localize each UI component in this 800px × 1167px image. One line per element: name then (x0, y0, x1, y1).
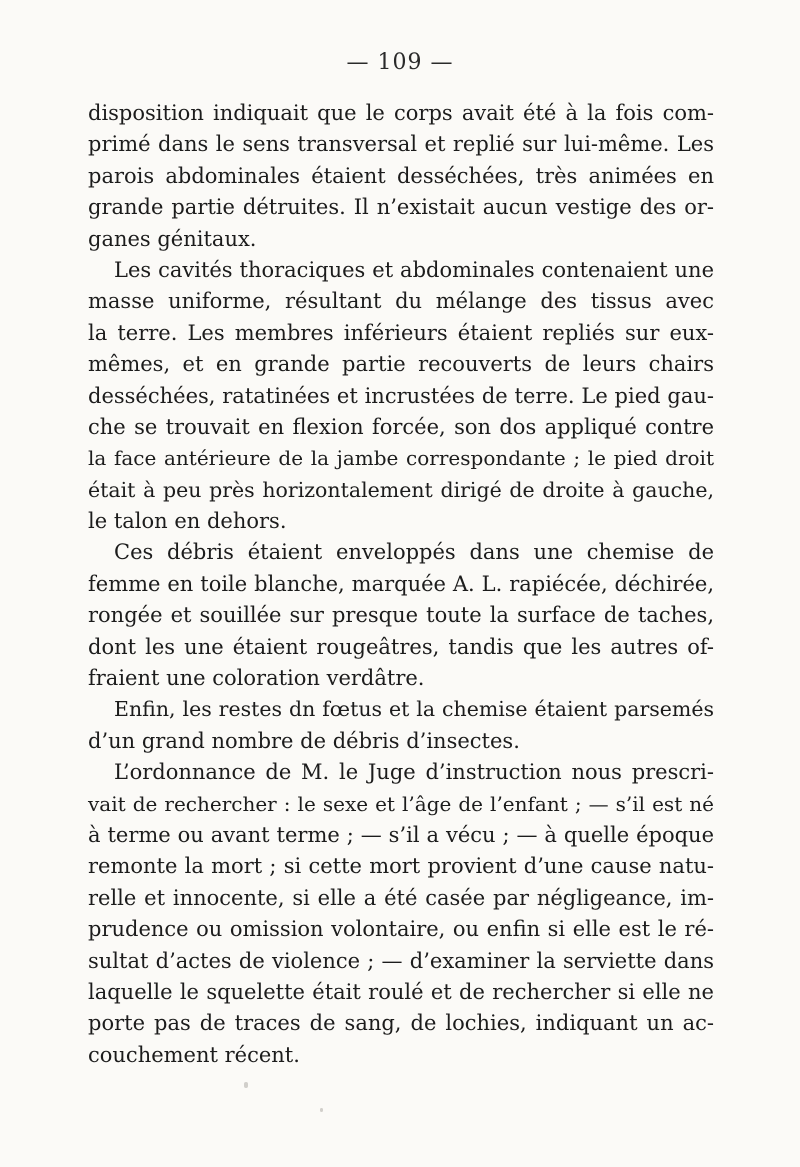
paragraph-first-line: Les cavités thoraciques et abdominales contenaient une (114, 257, 714, 282)
paragraph-first-line: Ces débris étaient enveloppés dans une chemise de (114, 540, 714, 565)
text-line: laquelle le squelette était roulé et de rechercher si elle ne (88, 979, 714, 1004)
text-line: la face antérieure de la jambe correspondante ; le pied droit (88, 446, 714, 471)
text-line: la terre. Les membres inférieurs étaient repliés sur eux- (88, 320, 714, 345)
paragraph-first-line: Enfin, les restes dn fœtus et la chemise étaient parsemés (114, 697, 714, 722)
text-line: mêmes, et en grande partie recouverts de leurs chairs (88, 352, 714, 377)
paper-speck (320, 1108, 323, 1112)
text-line: disposition indiquait que le corps avait été à la fois com- (88, 101, 714, 125)
paragraph-first-line: L’ordonnance de M. le Juge d’instruction nous prescri- (114, 760, 714, 785)
text-line: à terme ou avant terme ; — s’il a vécu ; — à quelle époque (88, 822, 714, 847)
text-line: primé dans le sens transversal et replié sur lui-même. Les (88, 132, 714, 157)
text-line: était à peu près horizontalement dirigé de droite à gauche, (88, 477, 714, 502)
text-line: grande partie détruites. Il n’existait aucun vestige des or- (88, 195, 714, 220)
text-line: femme en toile blanche, marquée A. L. rapiécée, déchirée, (88, 571, 714, 596)
text-line: remonte la mort ; si cette mort provient d’une cause natu- (88, 854, 714, 879)
text-line: vait de rechercher : le sexe et l’âge de l’enfant ; — s’il est né (88, 791, 714, 816)
text-line: dont les une étaient rougeâtres, tandis que les autres of- (88, 634, 714, 659)
body-text (88, 98, 714, 1071)
text-line: rongée et souillée sur presque toute la surface de taches, (88, 603, 714, 628)
text-line: desséchées, ratatinées et incrustées de terre. Le pied gau- (88, 383, 714, 408)
text-line: relle et innocente, si elle a été casée par négligeance, im- (88, 885, 714, 910)
page-number: — 109 — (346, 50, 454, 75)
text-line: d’un grand nombre de débris d’insectes. (88, 728, 520, 753)
text-line: che se trouvait en flexion forcée, son dos appliqué contre (88, 414, 714, 439)
text-line: ganes génitaux. (88, 226, 257, 251)
text-line: prudence ou omission volontaire, ou enfin si elle est le ré- (88, 917, 714, 942)
text-line: parois abdominales étaient desséchées, très animées en (88, 163, 714, 188)
text-line: sultat d’actes de violence ; — d’examiner la serviette dans (88, 948, 714, 973)
text-line: le talon en dehors. (88, 509, 287, 534)
paper-speck (244, 1082, 248, 1088)
text-line: fraient une coloration verdâtre. (88, 666, 425, 691)
text-line: masse uniforme, résultant du mélange des tissus avec (88, 289, 714, 314)
text-line: porte pas de traces de sang, de lochies, indiquant un ac- (88, 1011, 714, 1036)
text-line: couchement récent. (88, 1042, 300, 1067)
